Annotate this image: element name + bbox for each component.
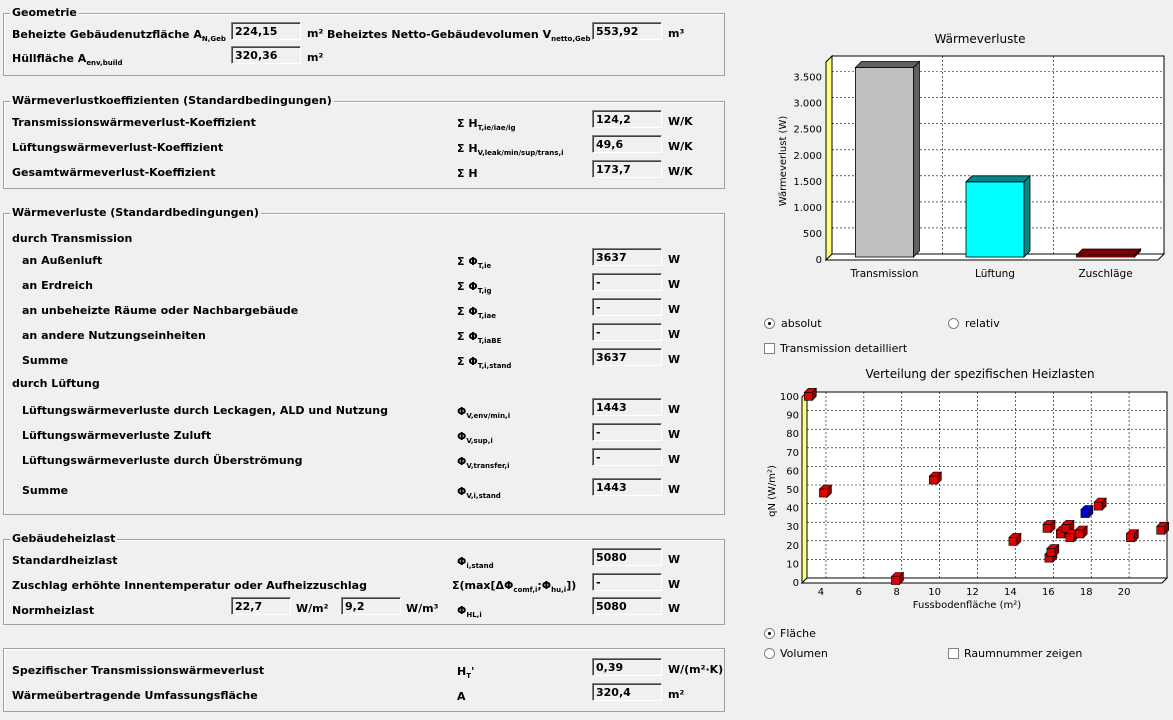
- bar-xtick-label: Lüftung: [975, 268, 1015, 280]
- bar-ylabel: Wärmeverlust (W): [778, 115, 789, 207]
- bar-side-0: [913, 61, 919, 257]
- bar-top-2: [1077, 249, 1141, 255]
- flaeche-label[interactable]: Fläche: [780, 627, 816, 640]
- lueftung-row-2-unit: W: [668, 453, 681, 466]
- scatter-ylabel: qN (W/m²): [767, 465, 778, 517]
- koeff-row-2-symbol: Σ H: [457, 167, 478, 180]
- lueftung-row-3-label: Summe: [22, 484, 69, 497]
- transmission-row-2-symbol: Σ $\Phi_{T,iae}$: [457, 305, 497, 320]
- lueftung-row-3-symbol: $\Phi_{V,i,stand}$: [457, 485, 501, 500]
- zuschlag-field[interactable]: -: [592, 573, 662, 591]
- scatter-floor: [802, 578, 1167, 583]
- bar-chart: [760, 48, 1170, 280]
- transmission-heading: durch Transmission: [12, 232, 133, 245]
- lueftung-row-3-field[interactable]: 1443: [592, 478, 662, 496]
- scatter-ytick-label: 70: [786, 447, 799, 459]
- lueftung-row-1-unit: W: [668, 428, 681, 441]
- lueftung-row-2-field[interactable]: -: [592, 448, 662, 466]
- lueftung-row-1-field[interactable]: -: [592, 423, 662, 441]
- lueftung-row-2-label: Lüftungswärmeverluste durch Überströmung: [22, 454, 303, 467]
- scatter-ytick-label: 80: [786, 429, 799, 441]
- lueftung-row-0-field[interactable]: 1443: [592, 398, 662, 416]
- koeff-row-2-label: Gesamtwärmeverlust-Koeffizient: [12, 166, 216, 179]
- bar-1: [966, 182, 1024, 257]
- relativ-label[interactable]: relativ: [965, 317, 1000, 330]
- bar-ytick-label: 2.000: [793, 150, 822, 162]
- scatter-point-0: [804, 388, 816, 400]
- bar-top-1: [966, 176, 1030, 182]
- volumen-label: Beheiztes Netto-Gebäudevolumen $V_{netto,Geb}$: [327, 28, 591, 43]
- transmission-row-4-field[interactable]: 3637: [592, 348, 662, 366]
- transmission-row-0-unit: W: [668, 253, 681, 266]
- scatter-ytick-label: 90: [786, 410, 799, 422]
- normheizlast-field[interactable]: 5080: [592, 597, 662, 615]
- bar-top-0: [855, 61, 919, 67]
- scatter-ytick-label: 30: [786, 522, 799, 534]
- scatter-point-1: [819, 485, 831, 497]
- transmission-row-3-label: an andere Nutzungseinheiten: [22, 329, 206, 342]
- scatter-point-13: [1094, 498, 1106, 510]
- relativ-radio[interactable]: [948, 318, 959, 329]
- bar-ytick-label: 1.500: [793, 176, 822, 188]
- normheizlast-symbol: $\Phi_{HL,i}$: [457, 604, 482, 619]
- transmission-row-2-label: an unbeheizte Räume oder Nachbargebäude: [22, 304, 299, 317]
- transmission-detail-checkbox[interactable]: [764, 343, 775, 354]
- huellflaeche-label: Hüllfläche $A_{env,build}$: [12, 52, 123, 67]
- bar-0: [855, 67, 913, 257]
- scatter-xtick-label: 4: [817, 587, 825, 598]
- bar-xtick-label: Transmission: [850, 268, 919, 280]
- standardheizlast-label: Standardheizlast: [12, 554, 118, 567]
- scatter-xlabel: Fussbodenfläche (m²): [912, 600, 1022, 611]
- transmission-row-4-unit: W: [668, 353, 681, 366]
- scatter-xtick-label: 10: [928, 587, 941, 598]
- scatter-point-15: [1157, 522, 1169, 534]
- transmission-row-4-symbol: Σ $\Phi_{T,i,stand}$: [457, 355, 512, 370]
- scatter-ytick-label: 50: [786, 485, 799, 496]
- koeff-row-1-field[interactable]: 49,6: [592, 135, 662, 153]
- standardheizlast-unit: W: [668, 553, 681, 566]
- transmission-detail-label[interactable]: Transmission detailliert: [780, 342, 908, 355]
- nutzflaeche-unit: m²: [307, 27, 324, 40]
- scatter-ytick-label: 0: [792, 578, 799, 589]
- bar-ytick-label: 500: [802, 228, 822, 240]
- koeff-row-1-symbol: Σ $H_{V,leak/min/sup/trans,i}$: [457, 142, 564, 157]
- huellflaeche-field[interactable]: 320,36: [231, 46, 301, 64]
- transmission-row-2-field[interactable]: -: [592, 298, 662, 316]
- scatter-ytick-label: 40: [786, 503, 799, 515]
- bar-side-1: [1024, 176, 1030, 257]
- koeff-row-2-unit: W/K: [668, 165, 693, 178]
- volumen-radio[interactable]: [764, 648, 775, 659]
- transmission-row-3-field[interactable]: -: [592, 323, 662, 341]
- bar-ytick-label: 3.000: [793, 98, 822, 110]
- transmission-row-1-unit: W: [668, 278, 681, 291]
- zuschlag-unit: W: [668, 578, 681, 591]
- scatter-point-5: [1043, 520, 1055, 532]
- bar-left-wall: [826, 56, 832, 260]
- zuschlag-label: Zuschlag erhöhte Innentemperatur oder Aufheizzuschlag: [12, 579, 367, 592]
- scatter-point-4: [1009, 533, 1021, 545]
- koeff-row-0-symbol: Σ $H_{T,ie/iae/ig}$: [457, 117, 516, 132]
- transmission-row-1-field[interactable]: -: [592, 273, 662, 291]
- scatter-xtick-label: 6: [855, 587, 863, 598]
- bar-chart-title: Wärmeverluste: [934, 32, 1026, 46]
- raumnummer-checkbox[interactable]: [948, 648, 959, 659]
- spezifisch-row-1-label: Wärmeübertragende Umfassungsfläche: [12, 689, 258, 702]
- transmission-row-0-label: an Außenluft: [22, 254, 103, 267]
- bar-ytick-label: 1.000: [793, 202, 822, 214]
- absolut-label[interactable]: absolut: [781, 317, 822, 330]
- verluste-title: Wärmeverluste (Standardbedingungen): [12, 206, 259, 219]
- spezifisch-row-1-unit: m²: [668, 688, 685, 701]
- volumen-label[interactable]: Volumen: [780, 647, 828, 660]
- scatter-xtick-label: 14: [1004, 587, 1017, 598]
- flaeche-radio[interactable]: [764, 628, 775, 639]
- lueftung-row-2-symbol: $\Phi_{V,transfer,i}$: [457, 455, 510, 470]
- transmission-row-2-unit: W: [668, 303, 681, 316]
- scatter-point-14: [1126, 530, 1138, 542]
- heizlast-title: Gebäudeheizlast: [12, 532, 116, 545]
- transmission-row-1-symbol: Σ $\Phi_{T,ig}$: [457, 280, 492, 295]
- huellflaeche-unit: m²: [307, 51, 324, 64]
- spezifisch-row-1-symbol: A: [457, 690, 466, 703]
- scatter-point-11: [1075, 526, 1087, 538]
- spezifisch-row-0-label: Spezifischer Transmissionswärmeverlust: [12, 664, 265, 677]
- spezifisch-row-0-symbol: $H_T'$: [457, 665, 475, 680]
- lueftung-heading: durch Lüftung: [12, 377, 100, 390]
- scatter-xtick-label: 12: [966, 587, 979, 598]
- lueftung-row-3-unit: W: [668, 483, 681, 496]
- normheizlast-unit: W: [668, 602, 681, 615]
- spezifisch-row-0-field[interactable]: 0,39: [592, 658, 662, 676]
- lueftung-row-1-label: Lüftungswärmeverluste Zuluft: [22, 429, 212, 442]
- scatter-xtick-label: 16: [1041, 587, 1055, 598]
- bar-ytick-label: 2.500: [793, 124, 822, 136]
- scatter-chart-title: Verteilung der spezifischen Heizlasten: [865, 367, 1095, 381]
- bar-xtick-label: Zuschläge: [1078, 268, 1133, 280]
- transmission-row-4-label: Summe: [22, 354, 69, 367]
- scatter-ytick-label: 100: [779, 392, 799, 403]
- geometrie-title: Geometrie: [12, 6, 77, 19]
- raumnummer-label[interactable]: Raumnummer zeigen: [964, 647, 1083, 660]
- koeff-row-1-label: Lüftungswärmeverlust-Koeffizient: [12, 141, 224, 154]
- absolut-radio[interactable]: [764, 318, 775, 329]
- scatter-xtick-label: 8: [893, 587, 900, 598]
- koeff-row-0-unit: W/K: [668, 115, 693, 128]
- transmission-row-3-symbol: Σ $\Phi_{T,iaBE}$: [457, 330, 502, 345]
- volumen-unit: m³: [668, 27, 685, 40]
- scatter-left-wall: [802, 392, 807, 583]
- bar-ytick-label: 3.500: [793, 72, 822, 84]
- spezifisch-row-1-field[interactable]: 320,4: [592, 683, 662, 701]
- koeff-row-1-unit: W/K: [668, 140, 693, 153]
- scatter-point-12: [1081, 506, 1093, 518]
- scatter-point-3: [929, 472, 941, 484]
- scatter-ytick-label: 60: [786, 466, 799, 478]
- zuschlag-symbol: $\Sigma(\max[\Delta\Phi_{comf,i};\Phi_{hu,i}])$: [452, 579, 577, 594]
- koeff-row-0-field[interactable]: 124,2: [592, 110, 662, 128]
- scatter-xtick-label: 18: [1079, 587, 1093, 598]
- normheizlast-area-field[interactable]: 22,7: [231, 597, 291, 615]
- lueftung-row-0-label: Lüftungswärmeverluste durch Leckagen, ALD und Nutzung: [22, 404, 388, 417]
- transmission-row-0-symbol: Σ $\Phi_{T,ie}$: [457, 255, 492, 270]
- bar-ytick-label: 0: [815, 255, 822, 266]
- nutzflaeche-label: Beheizte Gebäudenutzfläche $A_{N,Geb}$: [12, 28, 226, 43]
- transmission-row-0-field[interactable]: 3637: [592, 248, 662, 266]
- lueftung-row-0-symbol: $\Phi_{V,env/min,i}$: [457, 405, 511, 420]
- scatter-chart: [755, 382, 1170, 618]
- normheizlast-area-unit: W/m²: [296, 602, 329, 615]
- normheizlast-vol-field[interactable]: 9,2: [341, 597, 401, 615]
- lueftung-row-1-symbol: $\Phi_{V,sup,i}$: [457, 430, 493, 445]
- standardheizlast-field[interactable]: 5080: [592, 548, 662, 566]
- transmission-row-1-label: an Erdreich: [22, 279, 93, 292]
- volumen-field[interactable]: 553,92: [592, 22, 662, 40]
- scatter-xtick-label: 20: [1117, 587, 1131, 598]
- transmission-row-3-unit: W: [668, 328, 681, 341]
- nutzflaeche-field[interactable]: 224,15: [231, 22, 301, 40]
- normheizlast-vol-unit: W/m³: [406, 602, 439, 615]
- scatter-point-7: [1047, 545, 1059, 557]
- koeff-row-0-label: Transmissionswärmeverlust-Koeffizient: [12, 116, 256, 129]
- lueftung-row-0-unit: W: [668, 403, 681, 416]
- scatter-ytick-label: 10: [786, 559, 799, 571]
- koeffizienten-title: Wärmeverlustkoeffizienten (Standardbedingungen): [12, 94, 332, 107]
- standardheizlast-symbol: $\Phi_{i,stand}$: [457, 555, 494, 570]
- koeff-row-2-field[interactable]: 173,7: [592, 160, 662, 178]
- scatter-ytick-label: 20: [786, 540, 799, 552]
- spezifisch-row-0-unit: W/(m²·K): [668, 663, 724, 676]
- scatter-point-2: [891, 573, 903, 585]
- normheizlast-label: Normheizlast: [12, 604, 95, 617]
